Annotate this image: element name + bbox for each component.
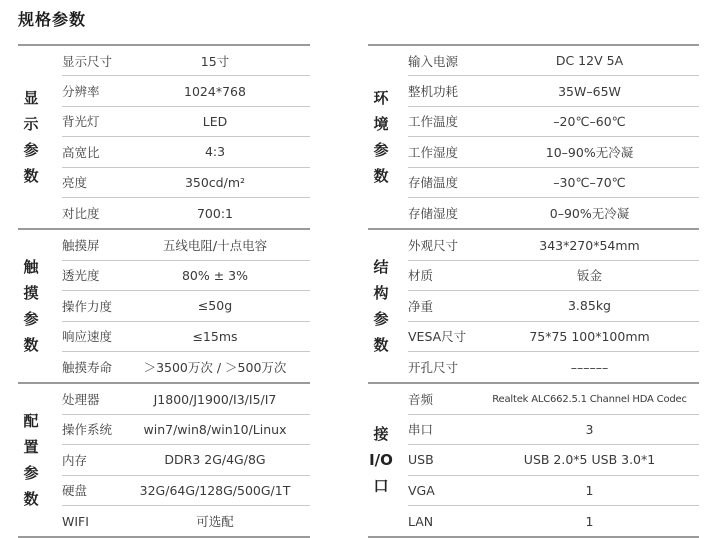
- spec-label: 串口: [408, 422, 434, 438]
- spec-value: 1: [585, 482, 594, 498]
- spec-label: WIFI: [62, 513, 89, 529]
- spec-row: [408, 291, 699, 321]
- spec-value: 75*75 100*100mm: [529, 328, 650, 344]
- spec-value: J1800/J1900/I3/I5/I7: [153, 391, 277, 407]
- section-header: 触 摸 参 数: [23, 258, 39, 355]
- spec-row: [62, 168, 310, 198]
- spec-row: [62, 46, 310, 76]
- spec-row: [408, 322, 699, 352]
- spec-section: [368, 46, 699, 228]
- spec-row: [408, 230, 699, 260]
- spec-label: 输入电源: [408, 53, 459, 69]
- spec-label: 外观尺寸: [408, 238, 459, 254]
- spec-row: [408, 476, 699, 506]
- spec-label: 透光度: [62, 268, 100, 284]
- spec-label: 操作力度: [62, 298, 113, 314]
- spec-value: 3.85kg: [567, 298, 611, 314]
- spec-row: [408, 384, 699, 414]
- spec-label: 材质: [408, 268, 434, 284]
- spec-section: [18, 46, 310, 228]
- spec-value: ≤50g: [197, 298, 233, 314]
- spec-label: 工作温度: [408, 114, 459, 130]
- spec-row: [62, 76, 310, 106]
- spec-value: 1: [585, 513, 594, 529]
- section-header: 显 示 参 数: [23, 89, 39, 186]
- spec-value: ＞3500万次 / ＞500万次: [143, 360, 287, 376]
- section-header: 环 境 参 数: [373, 89, 389, 186]
- spec-value: –30℃–70℃: [553, 174, 626, 190]
- spec-row: [62, 261, 310, 291]
- spec-row: [62, 322, 310, 352]
- spec-row: [408, 445, 699, 475]
- spec-label: 音频: [408, 392, 434, 408]
- section-header: 接 I/O 口: [369, 425, 393, 496]
- spec-value: LED: [202, 113, 228, 129]
- spec-value: –20℃–60℃: [553, 113, 626, 129]
- spec-value: USB 2.0*5 USB 3.0*1: [523, 452, 656, 468]
- spec-value: win7/win8/win10/Linux: [143, 421, 287, 437]
- spec-label: 响应速度: [62, 329, 113, 345]
- spec-row: [62, 137, 310, 167]
- spec-row: [408, 46, 699, 76]
- spec-row: [62, 506, 310, 536]
- spec-label: 背光灯: [62, 114, 100, 130]
- spec-value: 700:1: [196, 205, 234, 221]
- spec-value: 80% ± 3%: [181, 267, 249, 283]
- spec-value: DDR3 2G/4G/8G: [164, 452, 266, 468]
- spec-label: 分辨率: [62, 84, 100, 100]
- spec-value: DC 12V 5A: [555, 53, 624, 69]
- section-header: 配 置 参 数: [23, 412, 39, 509]
- spec-label: 触摸屏: [62, 238, 100, 254]
- spec-label: 操作系统: [62, 422, 113, 438]
- spec-label: 工作湿度: [408, 144, 459, 160]
- spec-label: VGA: [408, 482, 435, 498]
- spec-row: [62, 291, 310, 321]
- spec-value: ≤15ms: [192, 328, 238, 344]
- spec-value: 3: [585, 421, 594, 437]
- spec-row: [62, 352, 310, 382]
- spec-label: 触摸寿命: [62, 360, 113, 376]
- spec-row: [408, 352, 699, 382]
- spec-value: 4:3: [204, 144, 226, 160]
- spec-value: 五线电阻/十点电容: [162, 238, 268, 254]
- spec-value: 32G/64G/128G/500G/1T: [139, 482, 291, 498]
- spec-label: 内存: [62, 452, 88, 468]
- spec-row: [62, 198, 310, 228]
- spec-row: [408, 137, 699, 167]
- spec-value: ––––––: [570, 359, 609, 375]
- spec-row: [408, 415, 699, 445]
- spec-row: [408, 76, 699, 106]
- spec-row: [408, 168, 699, 198]
- spec-label: LAN: [408, 513, 434, 529]
- spec-section: [368, 230, 699, 382]
- page-title: 规格参数: [18, 10, 87, 29]
- spec-label: 对比度: [62, 206, 100, 222]
- spec-value: 1024*768: [184, 83, 246, 99]
- spec-value: 343*270*54mm: [539, 237, 640, 253]
- spec-label: 净重: [408, 298, 434, 314]
- section-header: 结 构 参 数: [373, 258, 389, 355]
- spec-label: 开孔尺寸: [408, 360, 459, 376]
- spec-value: 可选配: [196, 514, 234, 530]
- spec-row: [62, 384, 310, 414]
- spec-value: Realtek ALC662.5.1 Channel HDA Codec: [492, 393, 687, 405]
- spec-row: [408, 198, 699, 228]
- spec-label: 显示尺寸: [62, 53, 113, 69]
- spec-section: [18, 384, 310, 536]
- spec-row: [62, 476, 310, 506]
- spec-value: 钣金: [576, 268, 602, 284]
- spec-row: [62, 445, 310, 475]
- spec-value: 35W–65W: [558, 83, 621, 99]
- spec-section: [18, 230, 310, 382]
- spec-value: 10–90%无冷凝: [545, 144, 634, 160]
- spec-row: [408, 506, 699, 536]
- spec-label: 高宽比: [62, 144, 100, 160]
- spec-row: [62, 107, 310, 137]
- spec-value: 15寸: [200, 53, 230, 69]
- spec-label: 整机功耗: [408, 84, 459, 100]
- spec-label: 存储温度: [408, 175, 459, 191]
- spec-row: [408, 261, 699, 291]
- spec-value: 0–90%无冷凝: [549, 206, 630, 222]
- spec-label: VESA尺寸: [408, 329, 467, 345]
- spec-section: [368, 384, 699, 536]
- spec-row: [62, 415, 310, 445]
- spec-label: 亮度: [62, 175, 88, 191]
- spec-row: [408, 107, 699, 137]
- spec-value: 350cd/m²: [184, 174, 246, 190]
- spec-row: [62, 230, 310, 260]
- spec-label: USB: [408, 452, 434, 468]
- spec-label: 硬盘: [62, 483, 88, 499]
- spec-label: 处理器: [62, 392, 100, 408]
- spec-label: 存储湿度: [408, 206, 459, 222]
